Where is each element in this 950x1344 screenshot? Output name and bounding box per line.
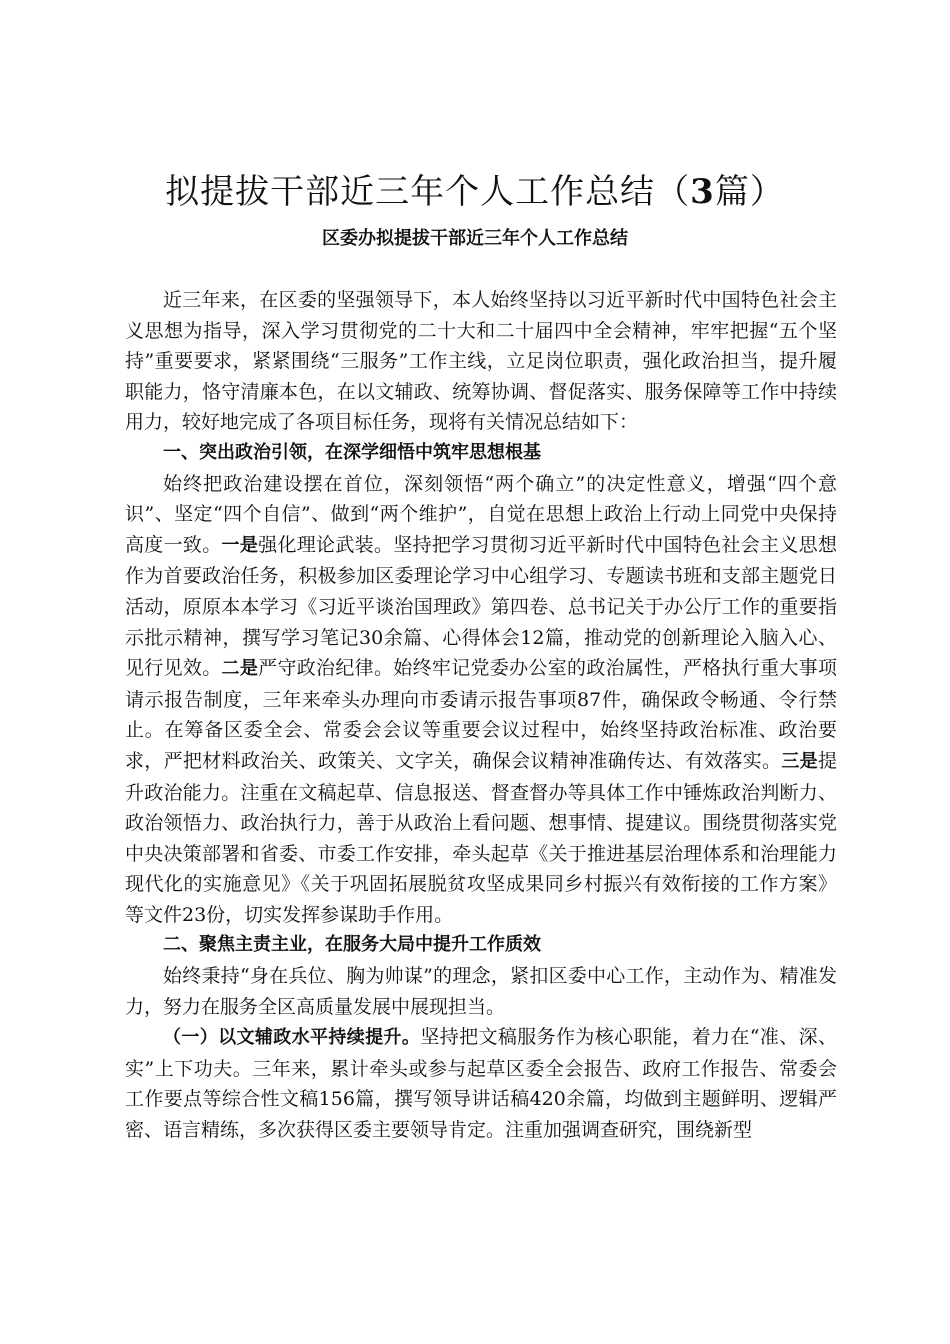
document-title [0,170,950,214]
subsection-1-text: 坚持把文稿服务作为核心职能，着力在“准、深、实”上下功夫。三年来，累计牵头或参与起草区委全会报告、政府工作报告、常委会工作要点等综合性文稿156篇，撰写领导讲话稿420余篇，均做到主题鲜明、逻辑严密、语言精练，多次获得区委主要领导肯定。注重加强调查研究，围绕新型 [125,1026,837,1142]
document-body [125,285,837,1146]
point-1-text: 强化理论武装。坚持把学习贯彻习近平新时代中国特色社会主义思想作为首要政治任务，积极参加区委理论学习中心组学习、专题读书班和支部主题党日活动，原原本本学习《习近平谈治国理政》第四卷、总书记关于办公厅工作的重要指示批示精神，撰写学习笔记30余篇、心得体会12篇，推动党的创新理论入脑入心、见行见效。 [125,533,837,680]
title-number: 3 [690,172,715,212]
point-2-text: 严守政治纪律。始终牢记党委办公室的政治属性，严格执行重大事项请示报告制度，三年来牵头办理向市委请示报告事项87件，确保政令畅通、令行禁止。在筹备区委全会、常委会会议等重要会议过程中，始终坚持政治标准、政治要求，严把材料政治关、政策关、文字关，确保会议精神准确传达、有效落实。 [125,657,837,772]
point-3-text: 提升政治能力。注重在文稿起草、信息报送、督查督办等具体工作中锤炼政治判断力、政治领悟力、政治执行力，善于从政治上看问题、想事情、提建议。围绕贯彻落实党中央决策部署和省委、市委工作安排，牵头起草《关于推进基层治理体系和治理能力现代化的实施意见》《关于巩固拓展脱贫攻坚成果同乡村振兴有效衔接的工作方案》等文件23份，切实发挥参谋助手作用。 [125,749,837,926]
section-2-heading: 二、聚焦主责主业，在服务大局中提升工作质效 [163,934,541,956]
subsection-1-paragraph [125,1022,837,1145]
document-subtitle: 区委办拟提拔干部近三年个人工作总结 [322,228,628,249]
intro-paragraph: 近三年来，在区委的坚强领导下，本人始终坚持以习近平新时代中国特色社会主义思想为指导，深入学习贯彻党的二十大和二十届四中全会精神，牢牢把握“五个坚持”重要要求，紧紧围绕“三服务”工作主线，立足岗位职责，强化政治担当，提升履职能力，恪守清廉本色，在以文辅政、统筹协调、督促落实、服务保障等工作中持续用力，较好地完成了各项目标任务，现将有关情况总结如下： [125,289,837,434]
point-1-lead: 一是 [221,534,259,556]
section-1-heading: 一、突出政治引领，在深学细悟中筑牢思想根基 [163,441,541,463]
section-2-intro-paragraph: 始终秉持“身在兵位、胸为帅谋”的理念，紧扣区委中心工作，主动作为、精准发力，努力在服务全区高质量发展中展现担当。 [125,965,837,1018]
point-3-lead: 三是 [781,750,818,772]
title-suffix: 篇） [714,172,785,212]
title-prefix: 拟提拔干部近三年个人工作总结（ [165,172,691,212]
section-1-paragraph [125,469,837,931]
subsection-1-lead: （一）以文辅政水平持续提升。 [163,1027,421,1049]
section-1-opening: 始终把政治建设摆在首位，深刻领悟“两个确立”的决定性意义，增强“四个意识”、坚定“四个自信”、做到“两个维护”，自觉在思想上政治上行动上同党中央保持高度一致。 [125,472,837,556]
point-2-lead: 二是 [221,658,259,680]
